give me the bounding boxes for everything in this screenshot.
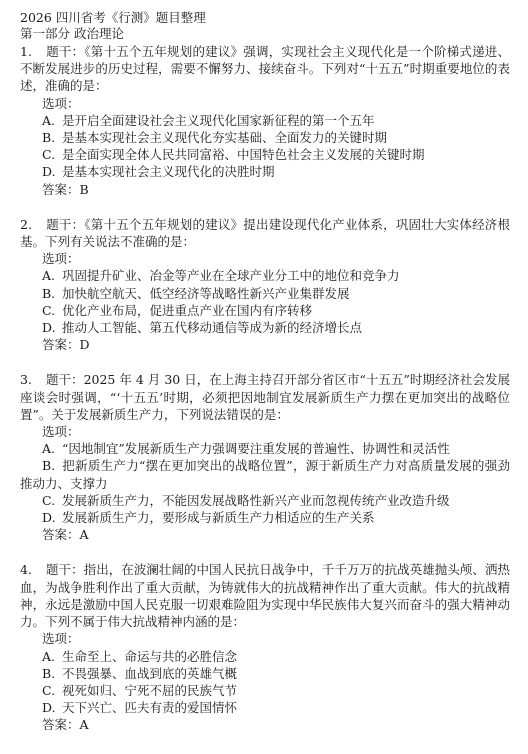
document-title: 2026 四川省考《行测》题目整理: [20, 10, 206, 25]
option-item: [42, 509, 510, 526]
question-number: 2.: [20, 216, 32, 232]
option-item: [42, 648, 510, 665]
option-item: [42, 682, 510, 699]
option-item: [42, 267, 510, 284]
option-letter: A.: [42, 648, 56, 664]
question-stem-text: 题干：《第十五个五年规划的建议》强调，实现社会主义现代化是一个阶梯式递进、不断发展进步的历史过程，需要不懈努力、接续奋斗。下列对“十五五”时期重要地位的表述，准确的是：: [20, 44, 510, 94]
option-letter: C.: [42, 302, 56, 318]
option-letter: D.: [42, 164, 56, 180]
option-text: 不畏强暴、血战到底的英雄气概: [62, 665, 238, 681]
option-letter: B.: [42, 665, 56, 681]
question-item: [20, 216, 510, 354]
question-stem: [20, 561, 510, 630]
option-item: [42, 699, 510, 716]
option-item: [42, 163, 510, 180]
option-letter: B.: [42, 285, 56, 301]
option-letter: C.: [42, 682, 56, 698]
option-list: [20, 267, 510, 336]
answer-line: [42, 716, 510, 733]
option-item: [20, 457, 510, 491]
option-text: 是基本实现社会主义现代化夯实基础、全面发力的关键时期: [62, 130, 388, 146]
answer-label: 答案：: [42, 337, 80, 353]
option-letter: A.: [42, 268, 56, 284]
question-stem: [20, 371, 510, 423]
option-text: 把新质生产力“摆在更加突出的战略位置”，源于新质生产力对高质量发展的强劲推动力、支撑力: [20, 458, 510, 491]
option-letter: D.: [42, 700, 56, 716]
options-label: 选项：: [42, 631, 80, 647]
answer-label: 答案：: [42, 717, 80, 733]
option-text: 推动人工智能、第五代移动通信等成为新的经济增长点: [62, 320, 363, 336]
option-item: [42, 302, 510, 319]
option-letter: C.: [42, 147, 56, 163]
option-item: [42, 129, 510, 146]
question-item: [20, 43, 510, 198]
question-list: [20, 43, 510, 734]
option-text: 是开启全面建设社会主义现代化国家新征程的第一个五年: [62, 112, 375, 128]
option-text: 巩固提升矿业、冶金等产业在全球产业分工中的地位和竞争力: [62, 268, 400, 284]
option-item: [42, 285, 510, 302]
answer-value: A: [79, 527, 89, 543]
option-text: 生命至上、命运与共的必胜信念: [62, 648, 238, 664]
question-number: 1.: [20, 44, 32, 59]
option-item: [42, 492, 510, 509]
option-text: 是全面实现全体人民共同富裕、中国特色社会主义发展的关键时期: [62, 147, 425, 163]
option-letter: A.: [42, 112, 56, 128]
question-stem: [20, 216, 510, 250]
question-stem-text: 题干：指出，在波澜壮阔的中国人民抗日战争中，千千万万的抗战英雄抛头颅、洒热血，为战争胜利作出了重大贡献，为铸就伟大的抗战精神作出了重大贡献。伟大的抗战精神，永远是激励中国人民克服一切艰难险阻为实现中华民族伟大复兴而奋斗的强大精神动力。下列不属于伟大抗战精神内涵的是：: [20, 562, 510, 630]
answer-value: B: [79, 181, 89, 197]
question-item: [20, 371, 510, 543]
option-item: [20, 440, 510, 457]
options-label: 选项：: [42, 95, 80, 111]
option-item: [42, 112, 510, 129]
question-item: [20, 561, 510, 733]
question-stem: [20, 43, 510, 95]
option-list: [20, 648, 510, 717]
answer-line: [42, 181, 510, 198]
option-letter: C.: [42, 492, 56, 508]
option-text: 是基本实现社会主义现代化的决胜时期: [62, 164, 275, 180]
question-number: 3.: [20, 372, 32, 388]
option-text: 发展新质生产力，要形成与新质生产力相适应的生产关系: [62, 510, 375, 526]
question-number: 4.: [20, 562, 32, 578]
answer-line: [42, 336, 510, 353]
option-list: [20, 440, 510, 526]
option-letter: D.: [42, 320, 56, 336]
options-label: 选项：: [42, 424, 80, 440]
option-text: 天下兴亡、匹夫有责的爱国情怀: [62, 700, 238, 716]
option-item: [42, 665, 510, 682]
option-letter: D.: [42, 510, 56, 526]
option-item: [42, 319, 510, 336]
question-stem-text: 题干：《第十五个五年规划的建议》提出建设现代化产业体系，巩固壮大实体经济根基。下列有关说法不准确的是：: [20, 216, 510, 250]
answer-value: A: [79, 717, 89, 733]
option-text: 发展新质生产力，不能因发展战略性新兴产业而忽视传统产业改造升级: [62, 492, 450, 508]
option-text: 优化产业布局，促进重点产业在国内有序转移: [62, 302, 313, 318]
question-stem-text: 题干：2025 年 4 月 30 日，在上海主持召开部分省区市“十五五”时期经济社会发展座谈会时强调，“‘十五五’时期，必须把因地制宜发展新质生产力摆在更加突出的战略位置”。关于发展新质生产力，下列说法错误的是：: [20, 372, 510, 422]
option-text: 加快航空航天、低空经济等战略性新兴产业集群发展: [62, 285, 350, 301]
option-letter: B.: [42, 130, 56, 146]
option-letter: B.: [42, 458, 56, 474]
option-text: “因地制宜”发展新质生产力强调要注重发展的普遍性、协调性和灵活性: [62, 441, 450, 457]
answer-value: D: [79, 337, 90, 353]
answer-line: [42, 526, 510, 543]
options-label: 选项：: [42, 251, 80, 267]
section-title: 第一部分 政治理论: [20, 26, 124, 41]
option-letter: A.: [42, 441, 56, 457]
option-text: 视死如归、宁死不屈的民族气节: [62, 682, 238, 698]
option-item: [42, 146, 510, 163]
answer-label: 答案：: [42, 527, 80, 543]
answer-label: 答案：: [42, 181, 80, 197]
option-list: [20, 112, 510, 181]
